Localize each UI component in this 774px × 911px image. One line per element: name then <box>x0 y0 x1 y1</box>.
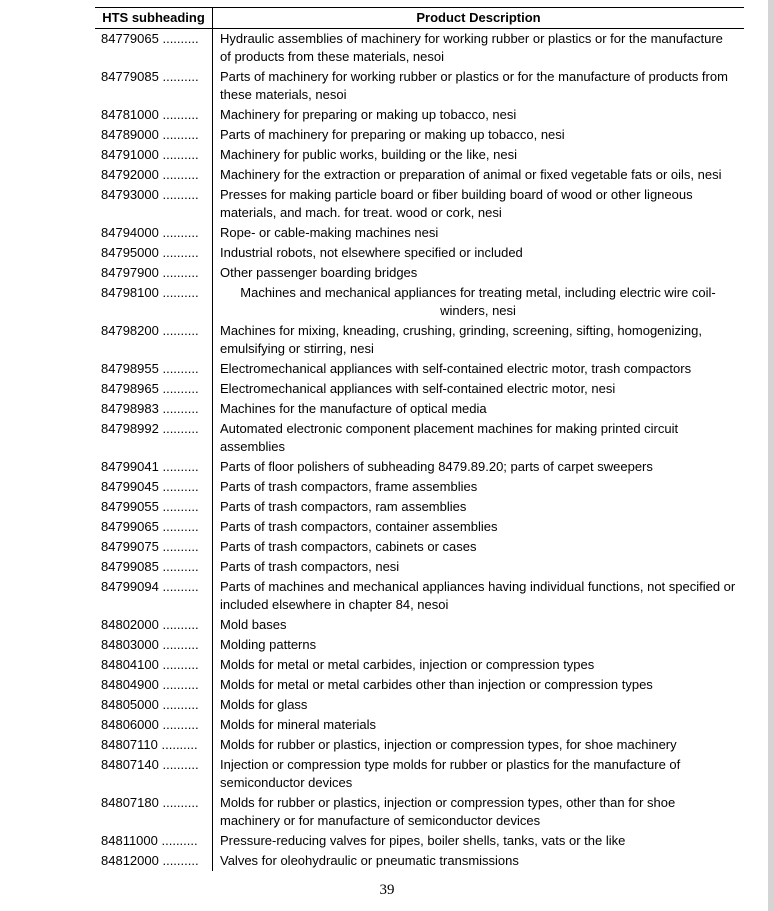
hts-table <box>95 7 744 871</box>
leader-dots: .......... <box>162 127 199 142</box>
hts-code: 84807110 <box>101 737 158 752</box>
product-description: Molds for glass <box>213 695 745 715</box>
product-description: Other passenger boarding bridges <box>213 263 745 283</box>
product-description: Molds for rubber or plastics, injection or compression types, for shoe machinery <box>213 735 745 755</box>
table-row <box>95 517 744 537</box>
leader-dots: .......... <box>162 757 199 772</box>
leader-dots: .......... <box>162 323 199 338</box>
hts-code: 84807140 <box>101 757 159 772</box>
hts-code: 84798100 <box>101 285 159 300</box>
hts-code-cell <box>95 419 213 457</box>
hts-code-cell <box>95 165 213 185</box>
leader-dots: .......... <box>161 737 198 752</box>
hts-code-cell <box>95 283 213 321</box>
product-description: Parts of trash compactors, nesi <box>213 557 745 577</box>
table-row <box>95 557 744 577</box>
hts-code: 84805000 <box>101 697 159 712</box>
leader-dots: .......... <box>162 361 199 376</box>
table-row <box>95 321 744 359</box>
product-description: Machines and mechanical appliances for treating metal, including electric wire coil-winders, nesi <box>213 283 745 321</box>
leader-dots: .......... <box>162 479 199 494</box>
product-description: Parts of machines and mechanical appliances having individual functions, not specified or included elsewhere in chapter 84, nesoi <box>213 577 745 615</box>
hts-code-cell <box>95 735 213 755</box>
leader-dots: .......... <box>162 167 199 182</box>
table-row <box>95 477 744 497</box>
leader-dots: .......... <box>162 147 199 162</box>
hts-code-cell <box>95 675 213 695</box>
leader-dots: .......... <box>162 499 199 514</box>
table-row <box>95 359 744 379</box>
hts-code-cell <box>95 457 213 477</box>
hts-code: 84811000 <box>101 833 158 848</box>
leader-dots: .......... <box>161 833 198 848</box>
hts-code-cell <box>95 715 213 735</box>
table-row <box>95 675 744 695</box>
hts-code-cell <box>95 105 213 125</box>
product-description: Parts of trash compactors, container assemblies <box>213 517 745 537</box>
product-description: Molds for rubber or plastics, injection or compression types, other than for shoe machinery or for manufacture of semiconductor devices <box>213 793 745 831</box>
hts-code-cell <box>95 695 213 715</box>
hts-code: 84779085 <box>101 69 159 84</box>
leader-dots: .......... <box>162 559 199 574</box>
hts-code-cell <box>95 851 213 871</box>
hts-code: 84789000 <box>101 127 159 142</box>
hts-code: 84799041 <box>101 459 159 474</box>
table-row <box>95 419 744 457</box>
hts-code-cell <box>95 243 213 263</box>
leader-dots: .......... <box>162 69 199 84</box>
table-row <box>95 263 744 283</box>
hts-code: 84799094 <box>101 579 159 594</box>
hts-code-cell <box>95 655 213 675</box>
hts-code: 84803000 <box>101 637 159 652</box>
hts-code: 84797900 <box>101 265 159 280</box>
table-row <box>95 399 744 419</box>
table-row <box>95 655 744 675</box>
leader-dots: .......... <box>162 539 199 554</box>
table-row <box>95 379 744 399</box>
hts-code-cell <box>95 477 213 497</box>
table-row <box>95 715 744 735</box>
table-row <box>95 223 744 243</box>
hts-code-cell <box>95 831 213 851</box>
hts-code: 84781000 <box>101 107 159 122</box>
hts-code: 84798965 <box>101 381 159 396</box>
product-description-header: Product Description <box>213 8 745 29</box>
leader-dots: .......... <box>162 459 199 474</box>
page-edge-shadow <box>768 0 774 911</box>
hts-code: 84799045 <box>101 479 159 494</box>
product-description: Valves for oleohydraulic or pneumatic transmissions <box>213 851 745 871</box>
hts-code-cell <box>95 399 213 419</box>
hts-code: 84802000 <box>101 617 159 632</box>
hts-code-cell <box>95 263 213 283</box>
leader-dots: .......... <box>162 795 199 810</box>
hts-code-cell <box>95 755 213 793</box>
page-number: 39 <box>379 882 395 898</box>
leader-dots: .......... <box>162 265 199 280</box>
hts-code: 84798983 <box>101 401 159 416</box>
hts-code: 84807180 <box>101 795 159 810</box>
leader-dots: .......... <box>162 617 199 632</box>
leader-dots: .......... <box>162 245 199 260</box>
hts-code-cell <box>95 615 213 635</box>
hts-code: 84804900 <box>101 677 159 692</box>
product-description: Electromechanical appliances with self-contained electric motor, nesi <box>213 379 745 399</box>
hts-code-cell <box>95 379 213 399</box>
product-description: Molds for mineral materials <box>213 715 745 735</box>
table-row <box>95 165 744 185</box>
product-description: Presses for making particle board or fiber building board of wood or other ligneous materials, and mach. for treat. wood or cork, nesi <box>213 185 745 223</box>
leader-dots: .......... <box>162 421 199 436</box>
hts-code-cell <box>95 497 213 517</box>
table-row <box>95 735 744 755</box>
hts-code-cell <box>95 359 213 379</box>
product-description: Automated electronic component placement machines for making printed circuit assemblies <box>213 419 745 457</box>
table-row <box>95 615 744 635</box>
leader-dots: .......... <box>162 697 199 712</box>
table-row <box>95 793 744 831</box>
product-description: Parts of floor polishers of subheading 8479.89.20; parts of carpet sweepers <box>213 457 745 477</box>
table-row <box>95 831 744 851</box>
hts-code-cell <box>95 185 213 223</box>
product-description: Injection or compression type molds for rubber or plastics for the manufacture of semiconductor devices <box>213 755 745 793</box>
leader-dots: .......... <box>162 853 199 868</box>
hts-code: 84792000 <box>101 167 159 182</box>
hts-code: 84799055 <box>101 499 159 514</box>
product-description: Machines for mixing, kneading, crushing, grinding, screening, sifting, homogenizing, emulsifying or stirring, nesi <box>213 321 745 359</box>
product-description: Machines for the manufacture of optical media <box>213 399 745 419</box>
table-row <box>95 125 744 145</box>
hts-code: 84791000 <box>101 147 159 162</box>
leader-dots: .......... <box>162 657 199 672</box>
table-row <box>95 145 744 165</box>
hts-code: 84806000 <box>101 717 159 732</box>
table-row <box>95 497 744 517</box>
product-description: Mold bases <box>213 615 745 635</box>
hts-code-cell <box>95 29 213 68</box>
leader-dots: .......... <box>162 285 199 300</box>
product-description: Rope- or cable-making machines nesi <box>213 223 745 243</box>
hts-code-cell <box>95 223 213 243</box>
leader-dots: .......... <box>162 637 199 652</box>
product-description: Industrial robots, not elsewhere specified or included <box>213 243 745 263</box>
table-header-row <box>95 8 744 29</box>
hts-code: 84798200 <box>101 323 159 338</box>
hts-code-cell <box>95 321 213 359</box>
hts-code-cell <box>95 793 213 831</box>
product-description: Parts of trash compactors, frame assemblies <box>213 477 745 497</box>
table-row <box>95 851 744 871</box>
hts-code-cell <box>95 557 213 577</box>
hts-code-cell <box>95 577 213 615</box>
leader-dots: .......... <box>162 381 199 396</box>
hts-code-cell <box>95 537 213 557</box>
table-row <box>95 635 744 655</box>
table-row <box>95 755 744 793</box>
leader-dots: .......... <box>162 225 199 240</box>
leader-dots: .......... <box>162 579 199 594</box>
hts-code: 84799065 <box>101 519 159 534</box>
hts-code: 84798955 <box>101 361 159 376</box>
product-description: Electromechanical appliances with self-contained electric motor, trash compactors <box>213 359 745 379</box>
table-row <box>95 105 744 125</box>
leader-dots: .......... <box>162 401 199 416</box>
table-row <box>95 243 744 263</box>
leader-dots: .......... <box>162 107 199 122</box>
table-row <box>95 185 744 223</box>
product-description: Molds for metal or metal carbides other than injection or compression types <box>213 675 745 695</box>
product-description: Pressure-reducing valves for pipes, boiler shells, tanks, vats or the like <box>213 831 745 851</box>
table-row <box>95 283 744 321</box>
leader-dots: .......... <box>162 187 199 202</box>
hts-code: 84799075 <box>101 539 159 554</box>
leader-dots: .......... <box>162 677 199 692</box>
product-description: Parts of machinery for working rubber or plastics or for the manufacture of products from these materials, nesoi <box>213 67 745 105</box>
product-description: Machinery for public works, building or the like, nesi <box>213 145 745 165</box>
hts-code-cell <box>95 145 213 165</box>
hts-code-cell <box>95 67 213 105</box>
table-row <box>95 577 744 615</box>
table-row <box>95 457 744 477</box>
product-description: Hydraulic assemblies of machinery for working rubber or plastics or for the manufacture of products from these materials, nesoi <box>213 29 745 68</box>
product-description: Parts of trash compactors, cabinets or cases <box>213 537 745 557</box>
hts-code: 84793000 <box>101 187 159 202</box>
hts-code: 84794000 <box>101 225 159 240</box>
leader-dots: .......... <box>162 31 199 46</box>
hts-code-cell <box>95 125 213 145</box>
hts-code: 84799085 <box>101 559 159 574</box>
product-description: Molds for metal or metal carbides, injection or compression types <box>213 655 745 675</box>
product-description: Molding patterns <box>213 635 745 655</box>
hts-subheading-header: HTS subheading <box>95 8 213 29</box>
table-body <box>95 29 744 872</box>
hts-code: 84779065 <box>101 31 159 46</box>
hts-code: 84812000 <box>101 853 159 868</box>
product-description: Machinery for the extraction or preparation of animal or fixed vegetable fats or oils, nesi <box>213 165 745 185</box>
leader-dots: .......... <box>162 519 199 534</box>
product-description: Parts of machinery for preparing or making up tobacco, nesi <box>213 125 745 145</box>
hts-code: 84804100 <box>101 657 159 672</box>
product-description: Parts of trash compactors, ram assemblies <box>213 497 745 517</box>
table-row <box>95 29 744 68</box>
table-row <box>95 537 744 557</box>
hts-code-cell <box>95 635 213 655</box>
leader-dots: .......... <box>162 717 199 732</box>
product-description: Machinery for preparing or making up tobacco, nesi <box>213 105 745 125</box>
hts-code: 84795000 <box>101 245 159 260</box>
hts-code: 84798992 <box>101 421 159 436</box>
table-row <box>95 67 744 105</box>
table-row <box>95 695 744 715</box>
hts-code-cell <box>95 517 213 537</box>
